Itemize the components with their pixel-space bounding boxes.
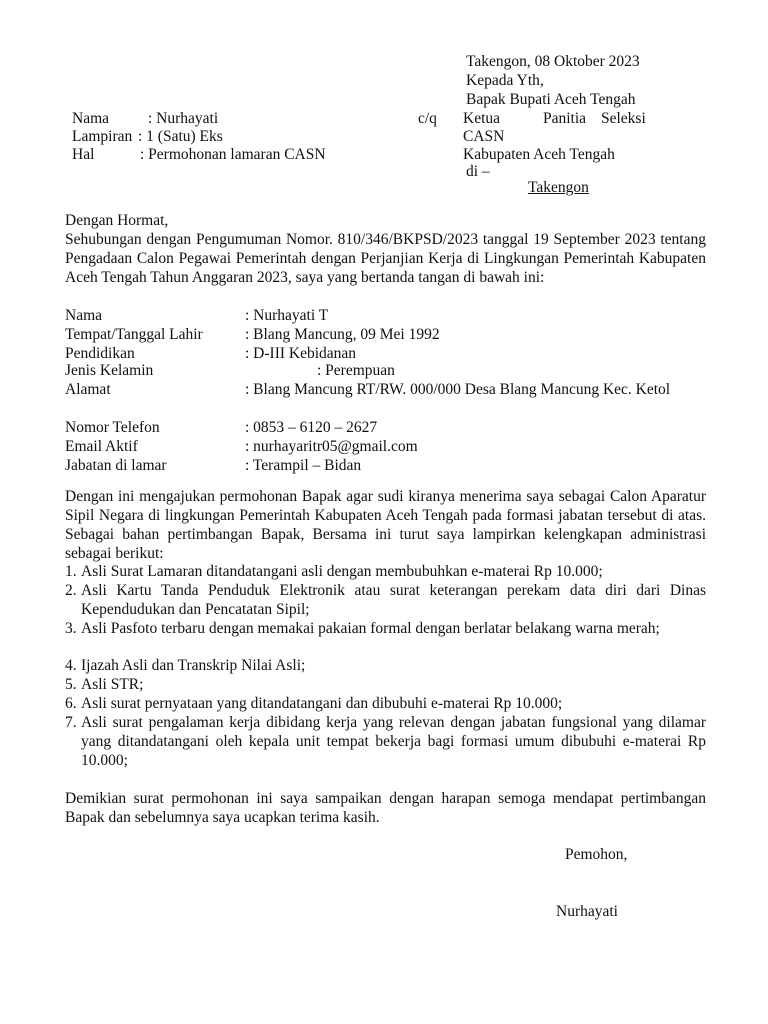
identity-value: : Terampil – Bidan <box>245 457 362 474</box>
signature-role: Pemohon, <box>565 846 628 863</box>
identity-value: : Perempuan <box>317 362 395 379</box>
list-number: 2. <box>65 582 77 599</box>
cq-seleksi: Seleksi <box>601 110 646 127</box>
closing-paragraph: Demikian surat permohonan ini saya sampaikan dengan harapan semoga mendapat pertimbangan Bapak dan sebelumnya saya ucapkan terima kasih. <box>65 790 706 826</box>
identity-label: Nomor Telefon <box>65 419 160 436</box>
identity-label: Alamat <box>65 381 111 398</box>
recipient-to: Kepada Yth, <box>466 72 544 89</box>
identity-label: Nama <box>65 307 103 324</box>
cq-di: di – <box>466 163 490 180</box>
request-paragraph: Dengan ini mengajukan permohonan Bapak agar sudi kiranya menerima saya sebagai Calon Aparatur Sipil Negara di lingkungan Pemerintah Kabupaten Aceh Tengah pada formasi jabatan tersebut di atas. Sebagai bahan pertimbangan Bapak, Bersama ini turut saya lampirkan kelengkapan administrasi sebagai berikut: <box>65 488 706 562</box>
identity-value: : Blang Mancung RT/RW. 000/000 Desa Blang Mancung Kec. Ketol <box>245 381 671 398</box>
intro-paragraph: Sehubungan dengan Pengumuman Nomor. 810/346/BKPSD/2023 tanggal 19 September 2023 tentang Pengadaan Calon Pegawai Pemerintah dengan Perjanjian Kerja di Lingkungan Pemerintah Kabupaten Aceh Tengah Tahun Anggaran 2023, saya yang bertanda tangan di bawah ini: <box>65 231 706 286</box>
list-text: Asli STR; <box>81 676 144 693</box>
identity-value: : Nurhayati T <box>245 307 329 324</box>
list-number: 6. <box>65 695 77 712</box>
cq-label: c/q <box>418 110 437 127</box>
header-lampiran-value: : 1 (Satu) Eks <box>138 128 223 145</box>
recipient-city: Takengon <box>528 179 589 196</box>
identity-label: Tempat/Tanggal Lahir <box>65 326 203 343</box>
place-date: Takengon, 08 Oktober 2023 <box>466 53 640 70</box>
cq-casn: CASN <box>463 128 505 145</box>
header-nama-value: : Nurhayati <box>148 110 219 127</box>
list-text: Ijazah Asli dan Transkrip Nilai Asli; <box>81 657 306 674</box>
identity-value: : nurhayaritr05@gmail.com <box>245 438 418 455</box>
list-text: Asli surat pengalaman kerja dibidang kerja yang relevan dengan jabatan fungsional yang dilamar yang ditandatangani oleh kepala unit tempat bekerja bagi formasi umum dibubuhi e-materai Rp 10.000; <box>81 714 706 769</box>
list-item <box>65 713 706 770</box>
header-lampiran-label: Lampiran <box>72 128 133 145</box>
list-text: Asli surat pernyataan yang ditandatangani dan dibubuhi e-materai Rp 10.000; <box>81 695 563 712</box>
recipient-name: Bapak Bupati Aceh Tengah <box>466 91 636 108</box>
list-text: Asli Kartu Tanda Penduduk Elektronik atau surat keterangan perekam data diri dari Dinas Kependudukan dan Pencatatan Sipil; <box>81 582 706 618</box>
list-number: 1. <box>65 563 77 580</box>
identity-label: Pendidikan <box>65 345 135 362</box>
header-nama-label: Nama <box>72 110 110 127</box>
list-item <box>65 581 706 619</box>
identity-label: Jenis Kelamin <box>65 362 154 379</box>
signature-name: Nurhayati <box>556 903 618 920</box>
list-item <box>65 675 706 694</box>
identity-label: Email Aktif <box>65 438 138 455</box>
list-number: 5. <box>65 676 77 693</box>
list-text: Asli Surat Lamaran ditandatangani asli dengan membubuhkan e-materai Rp 10.000; <box>81 563 603 580</box>
identity-value: : D-III Kebidanan <box>245 345 357 362</box>
list-number: 3. <box>65 620 77 637</box>
identity-label: Jabatan di lamar <box>65 457 167 474</box>
cq-kabupaten: Kabupaten Aceh Tengah <box>463 146 615 163</box>
list-number: 7. <box>65 714 77 731</box>
identity-value: : Blang Mancung, 09 Mei 1992 <box>245 326 440 343</box>
list-text: Asli Pasfoto terbaru dengan memakai pakaian formal dengan berlatar belakang warna merah; <box>81 620 660 637</box>
header-hal-value: : Permohonan lamaran CASN <box>140 146 326 163</box>
list-item <box>65 656 706 675</box>
greeting: Dengan Hormat, <box>65 212 169 229</box>
identity-value: : 0853 – 6120 – 2627 <box>245 419 378 436</box>
cq-ketua: Ketua <box>463 110 501 127</box>
header-hal-label: Hal <box>72 146 95 163</box>
list-item <box>65 619 706 638</box>
list-item <box>65 562 706 581</box>
list-item <box>65 694 706 713</box>
cq-panitia: Panitia <box>543 110 587 127</box>
list-number: 4. <box>65 657 77 674</box>
identity-row <box>65 380 706 418</box>
